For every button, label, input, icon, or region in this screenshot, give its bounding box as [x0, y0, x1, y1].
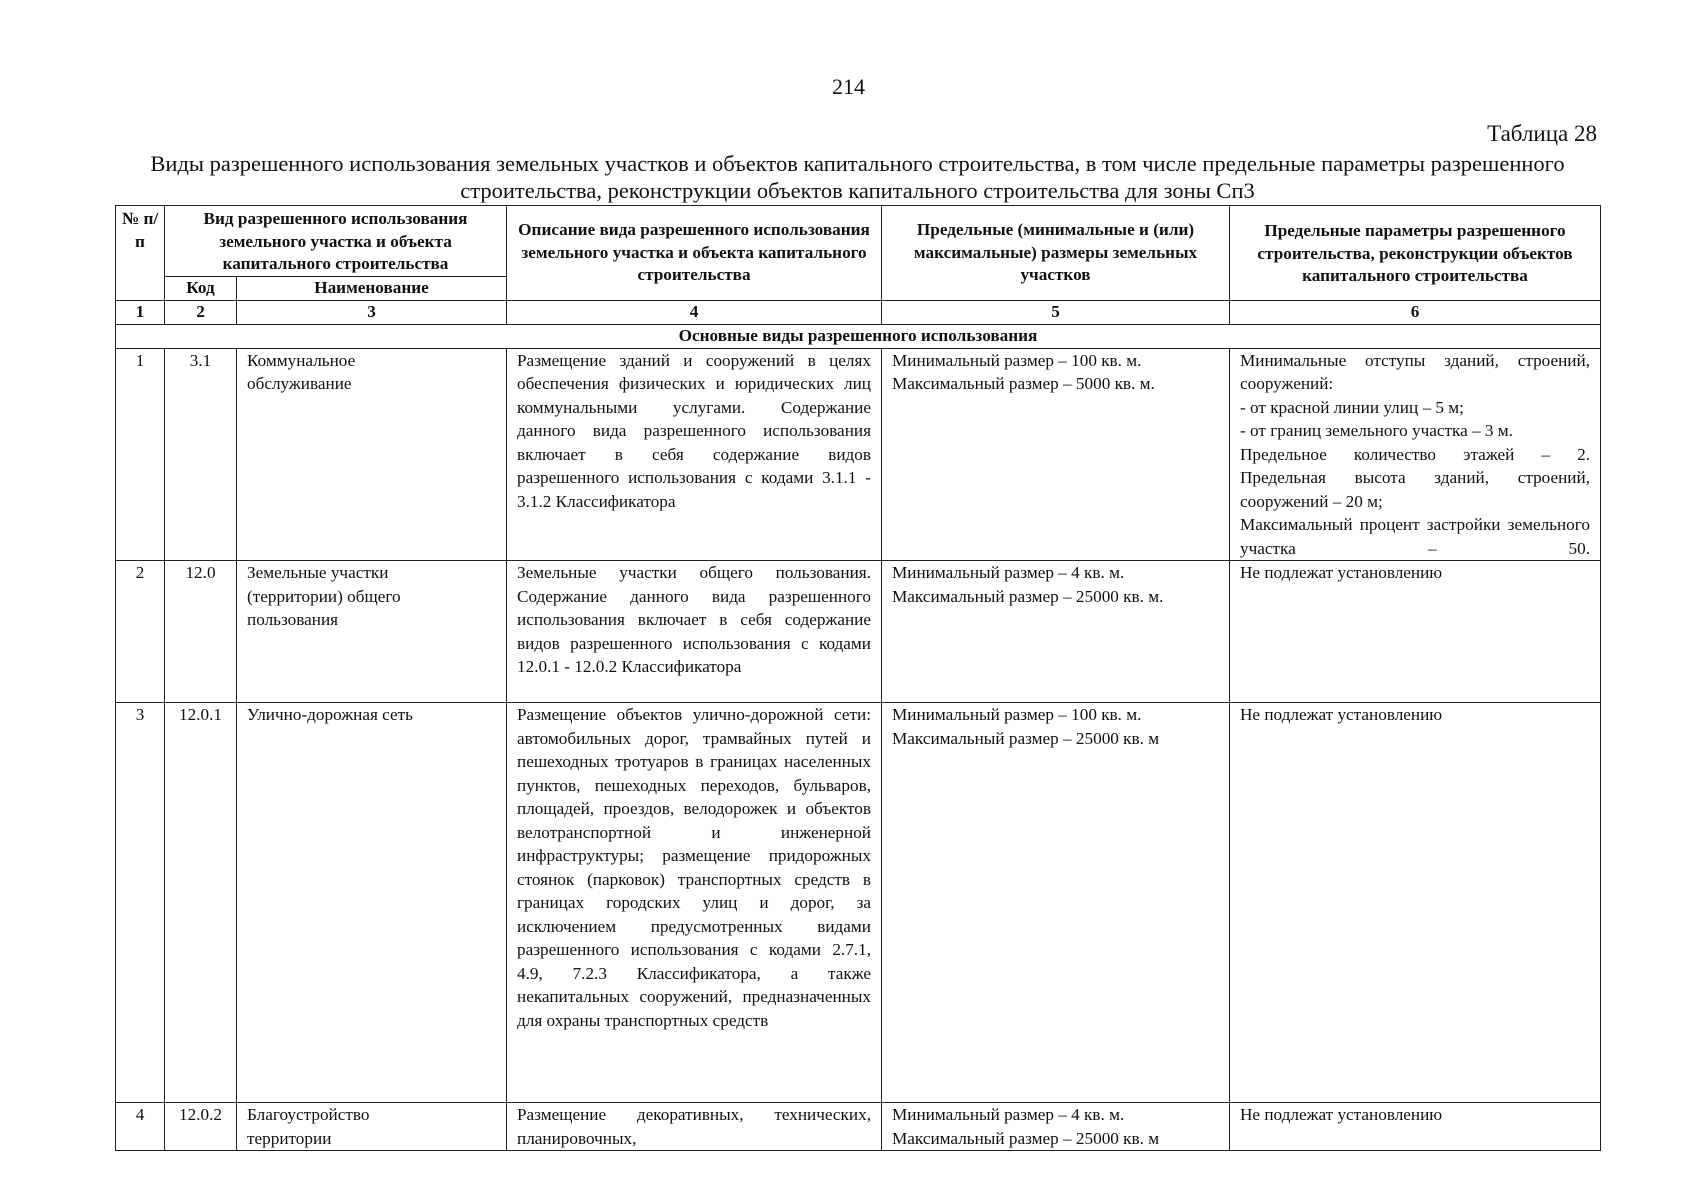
row-number: 4	[116, 1103, 165, 1151]
row-number: 2	[116, 561, 165, 703]
row-name: Улично-дорожная сеть	[237, 703, 507, 1103]
params-line: Максимальный процент застройки земельного участка – 50.	[1240, 515, 1590, 558]
params-line: Предельная высота зданий, строений, сооружений – 20 м;	[1240, 468, 1590, 511]
row-description: Размещение объектов улично-дорожной сети: автомобильных дорог, трамвайных путей и пешеходных тротуаров в границах населенных пунктов, пешеходных переходов, бульваров, площадей, проездов, велодорожек и объектов велотранспортной и инженерной инфраструктуры; размещение придорожных стоянок (парковок) транспортных средств в границах городских улиц и дорог, за исключением предусмотренных видами разрешенного использования с кодами 2.7.1, 4.9, 7.2.3 Классификатора, а также некапитальных сооружений, предназначенных для охраны транспортных средств	[507, 703, 882, 1103]
header-params: Предельные параметры разрешенного строительства, реконструкции объектов капитального строительства	[1230, 206, 1601, 301]
row-number: 3	[116, 703, 165, 1103]
params-line: Не подлежат установлению	[1240, 1105, 1443, 1124]
row-description: Размещение декоративных, технических, планировочных,	[507, 1103, 882, 1151]
size-line: Максимальный размер – 25000 кв. м	[892, 1128, 1160, 1148]
row-size	[882, 348, 1230, 561]
row-params	[1230, 348, 1601, 561]
column-number: 4	[507, 300, 882, 324]
column-number: 5	[882, 300, 1230, 324]
params-line: Предельное количество этажей – 2.	[1240, 444, 1590, 464]
row-name: Земельные участки (территории) общего пользования	[237, 561, 507, 703]
params-line: - от границ земельного участка – 3 м.	[1240, 421, 1513, 440]
row-size	[882, 1103, 1230, 1151]
row-name: Благоустройство территории	[237, 1103, 507, 1151]
row-name: Коммунальное обслуживание	[237, 348, 507, 561]
row-params	[1230, 561, 1601, 703]
row-code: 12.0.2	[165, 1103, 237, 1151]
header-code: Код	[165, 276, 237, 300]
row-description: Земельные участки общего пользования. Содержание данного вида разрешенного использования включает в себя содержание видов разрешенного использования с кодами 12.0.1 - 12.0.2 Классификатора	[507, 561, 882, 703]
header-num: № п/п	[116, 206, 165, 301]
header-size: Предельные (минимальные и (или) максимальные) размеры земельных участков	[882, 206, 1230, 301]
header-description: Описание вида разрешенного использования земельного участка и объекта капитального строительства	[507, 206, 882, 301]
params-line: Минимальные отступы зданий, строений, сооружений:	[1240, 350, 1590, 393]
size-line: Максимальный размер – 5000 кв. м.	[892, 374, 1155, 393]
row-code: 12.0	[165, 561, 237, 703]
row-size	[882, 703, 1230, 1103]
column-number: 2	[165, 300, 237, 324]
header-name: Наименование	[237, 276, 507, 300]
table-row	[116, 703, 1601, 1103]
size-line: Максимальный размер – 25000 кв. м.	[892, 586, 1164, 606]
table-row	[116, 348, 1601, 561]
table-row	[116, 561, 1601, 703]
row-size	[882, 561, 1230, 703]
row-number: 1	[116, 348, 165, 561]
row-description: Размещение зданий и сооружений в целях обеспечения физических и юридических лиц коммунальными услугами. Содержание данного вида разрешенного использования включает в себя содержание видов разрешенного использования с кодами 3.1.1 - 3.1.2 Классификатора	[507, 348, 882, 561]
size-line: Минимальный размер – 4 кв. м.	[892, 1105, 1125, 1124]
params-line: Не подлежат установлению	[1240, 563, 1443, 582]
header-group: Вид разрешенного использования земельного участка и объекта капитального строительства	[165, 206, 507, 277]
row-params	[1230, 703, 1601, 1103]
params-line: - от красной линии улиц – 5 м;	[1240, 397, 1464, 417]
size-line: Максимальный размер – 25000 кв. м	[892, 728, 1160, 748]
size-line: Минимальный размер – 100 кв. м.	[892, 350, 1142, 370]
page-number: 214	[832, 74, 865, 99]
params-line: Не подлежат установлению	[1240, 705, 1443, 724]
table-row	[116, 1103, 1601, 1151]
column-number: 6	[1230, 300, 1601, 324]
size-line: Минимальный размер – 4 кв. м.	[892, 563, 1125, 582]
size-line: Минимальный размер – 100 кв. м.	[892, 705, 1142, 724]
column-number: 1	[116, 300, 165, 324]
table-title: Виды разрешенного использования земельных участков и объектов капитального строительства, в том числе предельные параметры разрешенного строительства, реконструкции объектов капитального строительства для зоны Сп3	[150, 151, 1565, 203]
column-number: 3	[237, 300, 507, 324]
row-code: 12.0.1	[165, 703, 237, 1103]
section-title: Основные виды разрешенного использования	[116, 324, 1601, 348]
table-label: Таблица 28	[1487, 121, 1597, 146]
row-code: 3.1	[165, 348, 237, 561]
row-params	[1230, 1103, 1601, 1151]
land-use-table	[115, 205, 1601, 1151]
